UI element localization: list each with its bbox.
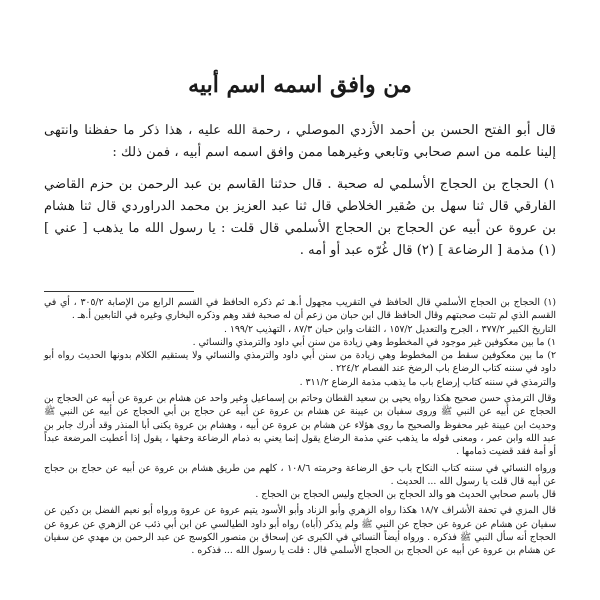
footnote: ١) ما بين معكوفين غير موجود في المخطوط وهي زيادة من سنن أبي داود والترمذي والنسائي . — [192, 336, 556, 348]
footnote: وقال الترمذي حسن صحيح هكذا رواه يحيى بن سعيد القطان وحاتم بن إسماعيل وغير واحد عن هشام بن عروة عن أبيه عن الحجاج بن الحجاج عن أبيه عن النبي ﷺ وروى سفيان بن عيينة عن هشام بن عروة عن أبيه عن حجاج بن أبي الحجاج عن أبيه عن النبي ﷺ وحديث ابن عيينة غير محفوظ والصحيح ما روى هؤلاء عن هشام بن عروة عن أبيه ، وهشام بن عروة يكنى أبا المنذر وقد أدرك جابر بن عبد الله وابن عمر ، ومعنى قوله ما يذهب عني مذمة الرضاع يقول إنما يعني به ذمام الرضاعة وحقها ، يقول إذا أعطيت المرضعة عبداً أو أمة فقد قضيت ذمامها . — [44, 393, 556, 458]
footnote: قال باسم صحابي الحديث هو والد الحجاج بن الحجاج وليس الحجاج بن الحجاج . — [255, 489, 556, 501]
footnotes — [44, 296, 556, 558]
footnote: والترمذي في سننه كتاب إرضاع باب ما يذهب مذمة الرضاع ٣١١/٢ . — [299, 376, 556, 388]
main-text — [44, 120, 556, 262]
entry-paragraph: ١) الحجاج بن الحجاج الأسلمي له صحبة . قال حدثنا القاسم بن عبد الرحمن بن حزم القاضي الفارقي قال ثنا سهل بن صُقير الخلاطي قال ثنا عبد العزيز بن محمد الدراوردي قال ثنا هشام بن عروة عن أبيه عن الحجاج بن الحجاج الأسلمي قال قلت : يا رسول الله ما يذهب [ عني ] (١) مذمة [ الرضاعة ] (٢) قال غُرّه عبد أو أمه . — [44, 177, 556, 258]
footnote: قال المزي في تحفة الأشراف ١٨/٧ هكذا رواه الزهري وأبو الزناد وأبو الأسود يتيم عروة عن عروة ورواه أبو نعيم الفضل بن دكين عن سفيان عن هشام عن عروة عن حجاج عن النبي ﷺ ولم يذكر (أباه) رواه أبو داود الطيالسي عن ابن أبي ذئب عن الزهري عن عروة عن الحجاج أنه سأل النبي ﷺ فذكره . ورواه أيضاً النسائي في الكبرى عن إسحاق بن منصور الكوسج عن عبد الرحمن بن مهدي عن سفيان عن هشام بن عروة عن أبيه عن الحجاج بن الحجاج الأسلمي قال : قلت يا رسول الله ... فذكره . — [44, 505, 557, 557]
page-title: من وافق اسمه اسم أبيه — [188, 72, 412, 98]
footnote: (١) الحجاج بن الحجاج الأسلمي قال الحافظ في التقريب مجهول أ.هـ ثم ذكره الحافظ في القسم الرابع من الإصابة ٣٠٥/٢ ، أي في القسم الذي لم تثبت صحبتهم وقال الحافظ قال ابن حبان من زعم أن له صحبة فقد وهم وذكره البخاري وغيره في التابعين أ.هـ . — [44, 297, 556, 322]
footnote: التاريخ الكبير ٣٧٧/٢ ، الجرح والتعديل ١٥٧/٢ ، الثقات وابن حبان ٨٧/٣ ، التهذيب ١٩٩/٢ . — [223, 323, 556, 335]
footnote: ورواه النسائي في سننه كتاب النكاح باب حق الرضاعة وحرمته ١٠٨/٦ ، كلهم من طريق هشام بن عروة عن أبيه عن حجاج بن حجاج عن أبيه قال قلت يا رسول الله ... الحديث . — [44, 462, 556, 487]
footnote: ٢) ما بين معكوفين سقط من المخطوط وهي زيادة من سنن أبي داود والترمذي والنسائي ولا يستقيم الكلام بدونها الحديث رواه أبو داود في سننه كتاب الرضاع باب الرضخ عند الفصام ٢٢٤/٢ . — [44, 350, 556, 375]
intro-paragraph: قال أبو الفتح الحسن بن أحمد الأزدي الموصلي ، رحمة الله عليه ، هذا ذكر ما حفظنا وانتهى إلينا علمه من اسم صحابي وتابعي وغيرهما ممن وافق اسمه اسم أبيه ، فمن ذلك : — [44, 123, 556, 160]
footnote-divider — [44, 291, 194, 292]
